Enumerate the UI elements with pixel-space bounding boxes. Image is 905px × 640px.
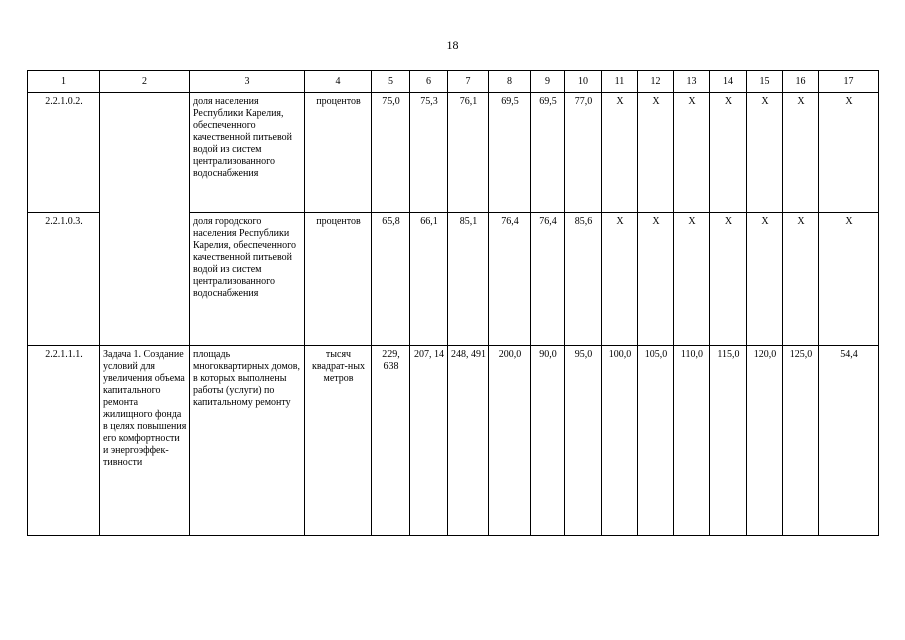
- row-value: 95,0: [565, 346, 602, 536]
- row-unit: процентов: [305, 93, 372, 213]
- row-value: 90,0: [531, 346, 565, 536]
- header-cell: 15: [747, 71, 783, 93]
- header-cell: 4: [305, 71, 372, 93]
- row-value: X: [638, 93, 674, 213]
- row-value: 76,4: [489, 213, 531, 346]
- page-number: 18: [446, 38, 459, 52]
- row-value: 69,5: [531, 93, 565, 213]
- row-value: 54,4: [819, 346, 879, 536]
- row-task-empty: [100, 93, 190, 346]
- header-cell: 12: [638, 71, 674, 93]
- header-row: [28, 71, 879, 93]
- header-cell: 11: [602, 71, 638, 93]
- row-code: 2.2.1.1.1.: [28, 346, 100, 536]
- row-value: X: [638, 213, 674, 346]
- row-code: 2.2.1.0.2.: [28, 93, 100, 213]
- row-value: 229, 638: [372, 346, 410, 536]
- header-cell: 6: [410, 71, 448, 93]
- row-indicator-name: площадь многоквартирных домов, в которых выполнены работы (услуги) по капитальному ремонту: [190, 346, 305, 536]
- row-indicator-name: доля городского населения Республики Карелия, обеспеченного качественной питьевой водой из систем централизованного водоснабжения: [190, 213, 305, 346]
- row-value: X: [783, 213, 819, 346]
- row-unit: тысяч квадрат-ных метров: [305, 346, 372, 536]
- row-value: 75,0: [372, 93, 410, 213]
- header-cell: 2: [100, 71, 190, 93]
- row-indicator-name: доля населения Республики Карелия, обеспеченного качественной питьевой водой из систем централизованного водоснабжения: [190, 93, 305, 213]
- row-value: X: [783, 93, 819, 213]
- header-cell: 14: [710, 71, 747, 93]
- row-value: X: [674, 213, 710, 346]
- row-value: 200,0: [489, 346, 531, 536]
- header-cell: 7: [448, 71, 489, 93]
- row-value: 69,5: [489, 93, 531, 213]
- row-value: 115,0: [710, 346, 747, 536]
- table-row: [28, 346, 879, 536]
- row-value: 110,0: [674, 346, 710, 536]
- row-value: 66,1: [410, 213, 448, 346]
- row-value: 85,6: [565, 213, 602, 346]
- row-value: X: [747, 213, 783, 346]
- row-value: 125,0: [783, 346, 819, 536]
- indicators-table: [27, 70, 879, 536]
- row-value: X: [602, 213, 638, 346]
- row-value: X: [602, 93, 638, 213]
- row-value: X: [747, 93, 783, 213]
- row-value: 120,0: [747, 346, 783, 536]
- row-value: 207, 14: [410, 346, 448, 536]
- table-row: [28, 93, 879, 213]
- row-value: 105,0: [638, 346, 674, 536]
- row-value: 76,1: [448, 93, 489, 213]
- header-cell: 10: [565, 71, 602, 93]
- row-value: X: [819, 213, 879, 346]
- row-value: 65,8: [372, 213, 410, 346]
- row-value: 85,1: [448, 213, 489, 346]
- row-unit: процентов: [305, 213, 372, 346]
- row-code: 2.2.1.0.3.: [28, 213, 100, 346]
- row-value: X: [819, 93, 879, 213]
- header-cell: 16: [783, 71, 819, 93]
- row-value: X: [710, 213, 747, 346]
- header-cell: 9: [531, 71, 565, 93]
- row-value: X: [674, 93, 710, 213]
- row-value: 75,3: [410, 93, 448, 213]
- header-cell: 13: [674, 71, 710, 93]
- header-cell: 8: [489, 71, 531, 93]
- row-value: 77,0: [565, 93, 602, 213]
- header-cell: 17: [819, 71, 879, 93]
- header-cell: 1: [28, 71, 100, 93]
- row-value: 248, 491: [448, 346, 489, 536]
- row-value: 76,4: [531, 213, 565, 346]
- row-value: X: [710, 93, 747, 213]
- header-cell: 3: [190, 71, 305, 93]
- row-task: Задача 1. Создание условий для увеличения объема капитального ремонта жилищного фонда в целях повышения его комфортности и энергоэффек-тивности: [100, 346, 190, 536]
- row-value: 100,0: [602, 346, 638, 536]
- header-cell: 5: [372, 71, 410, 93]
